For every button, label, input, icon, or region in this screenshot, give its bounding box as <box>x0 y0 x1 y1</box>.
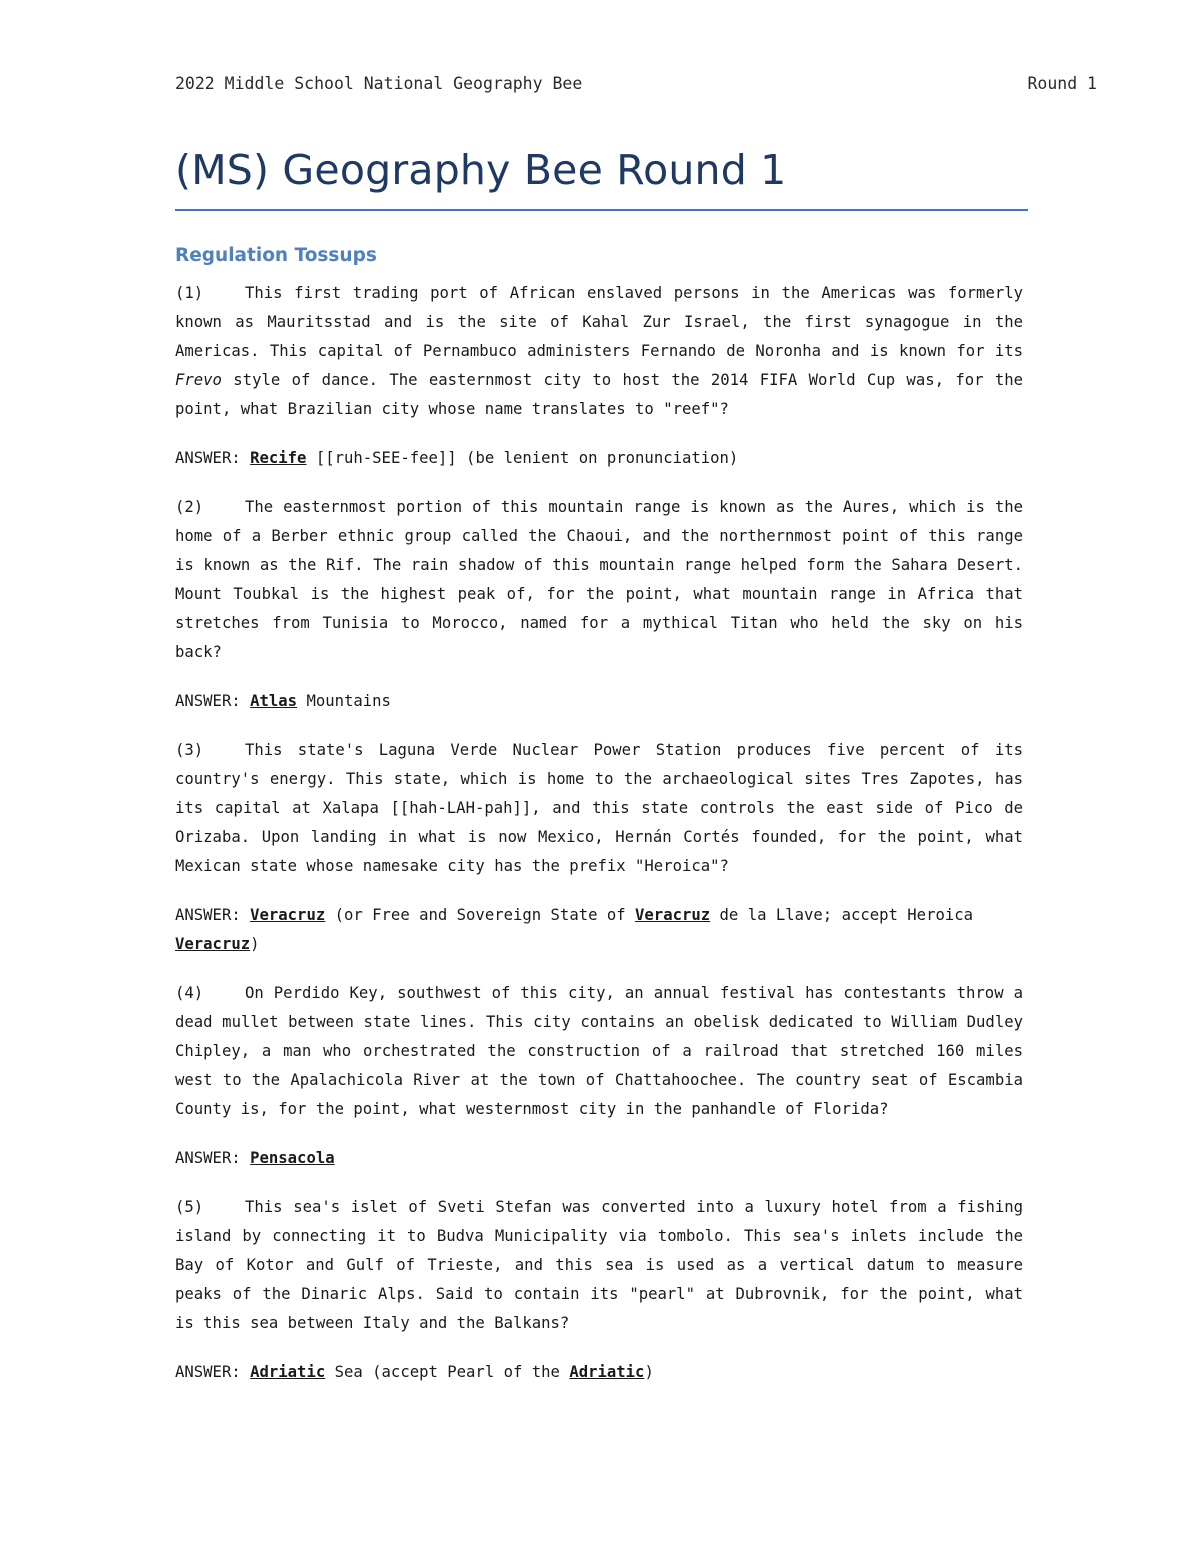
answer-prefix: ANSWER: <box>175 1149 251 1167</box>
header-title: 2022 Middle School National Geography Bee <box>175 74 583 93</box>
answer-key: Recife <box>250 449 307 467</box>
question-1 <box>175 279 1023 424</box>
question-number: (3) <box>175 741 204 759</box>
question-text: This sea's islet of Sveti Stefan was converted into a luxury hotel from a fishing island by connecting it to Budva Municipality via tombolo. This sea's inlets include the Bay of Kotor and Gulf of Trieste, and this sea is used as a vertical datum to measure peaks of the Dinaric Alps. Said to contain its "pearl" at Dubrovnik, for the point, what is this sea between Italy and the Balkans? <box>175 1198 1023 1332</box>
answer-1 <box>175 444 1023 473</box>
question-number: (1) <box>175 284 204 302</box>
page-title: (MS) Geography Bee Round 1 <box>175 146 787 194</box>
answer-rest-2: de la Llave; accept Heroica <box>710 906 974 924</box>
question-number: (4) <box>175 984 204 1002</box>
answer-key: Veracruz <box>250 906 326 924</box>
answer-prefix: ANSWER: <box>175 449 251 467</box>
question-4 <box>175 979 1023 1124</box>
answer-prefix: ANSWER: <box>175 692 251 710</box>
answer-3 <box>175 901 1023 959</box>
question-text: This first trading port of African enslaved persons in the Americas was formerly known as Mauritsstad and is the site of Kahal Zur Israel, the first synagogue in the Americas. This capital of Pernambuco administers Fernando de Noronha and is known for its <box>175 284 1023 360</box>
answer-key: Adriatic <box>250 1363 326 1381</box>
question-5 <box>175 1193 1023 1338</box>
answer-prefix: ANSWER: <box>175 906 251 924</box>
answer-key-alt-2: Veracruz <box>175 935 251 953</box>
answer-rest: (or Free and Sovereign State of <box>325 906 636 924</box>
question-text: On Perdido Key, southwest of this city, an annual festival has contestants throw a dead mullet between state lines. This city contains an obelisk dedicated to William Dudley Chipley, a man who orchestrated the construction of a railroad that stretched 160 miles west to the Apalachicola River at the town of Chattahoochee. The country seat of Escambia County is, for the point, what westernmost city in the panhandle of Florida? <box>175 984 1023 1118</box>
section-heading: Regulation Tossups <box>175 245 377 266</box>
question-text: The easternmost portion of this mountain range is known as the Aures, which is the home of a Berber ethnic group called the Chaoui, and the northernmost point of this range is known as the Rif. The rain shadow of this mountain range helped form the Sahara Desert. Mount Toubkal is the highest peak of, for the point, what mountain range in Africa that stretches from Tunisia to Morocco, named for a mythical Titan who held the sky on his back? <box>175 498 1023 661</box>
answer-rest: [[ruh-SEE-fee]] (be lenient on pronunciation) <box>306 449 739 467</box>
answer-end: ) <box>250 935 260 953</box>
answer-2 <box>175 687 1023 716</box>
answer-key: Atlas <box>250 692 298 710</box>
answer-end: ) <box>644 1363 654 1381</box>
answer-key: Pensacola <box>250 1149 335 1167</box>
question-italic-term: Frevo <box>175 371 222 389</box>
question-text: This state's Laguna Verde Nuclear Power Station produces five percent of its country's energy. This state, which is home to the archaeological sites Tres Zapotes, has its capital at Xalapa [[hah-LAH-pah]], and this state controls the east side of Pico de Orizaba. Upon landing in what is now Mexico, Hernán Cortés founded, for the point, what Mexican state whose namesake city has the prefix "Heroica"? <box>175 741 1023 875</box>
answer-rest: Sea (accept Pearl of the <box>325 1363 570 1381</box>
question-number: (5) <box>175 1198 204 1216</box>
answer-prefix: ANSWER: <box>175 1363 251 1381</box>
title-divider <box>175 209 1028 211</box>
answer-key-alt: Adriatic <box>569 1363 645 1381</box>
questions-list <box>175 279 1023 1407</box>
page-header <box>175 74 1097 100</box>
question-text-continued: style of dance. The easternmost city to host the 2014 FIFA World Cup was, for the point, what Brazilian city whose name translates to "reef"? <box>175 371 1023 418</box>
header-round: Round 1 <box>1027 74 1097 93</box>
question-3 <box>175 736 1023 881</box>
answer-5 <box>175 1358 1023 1387</box>
question-number: (2) <box>175 498 204 516</box>
answer-key-alt: Veracruz <box>635 906 711 924</box>
question-2 <box>175 493 1023 667</box>
answer-4 <box>175 1144 1023 1173</box>
answer-rest: Mountains <box>297 692 391 710</box>
